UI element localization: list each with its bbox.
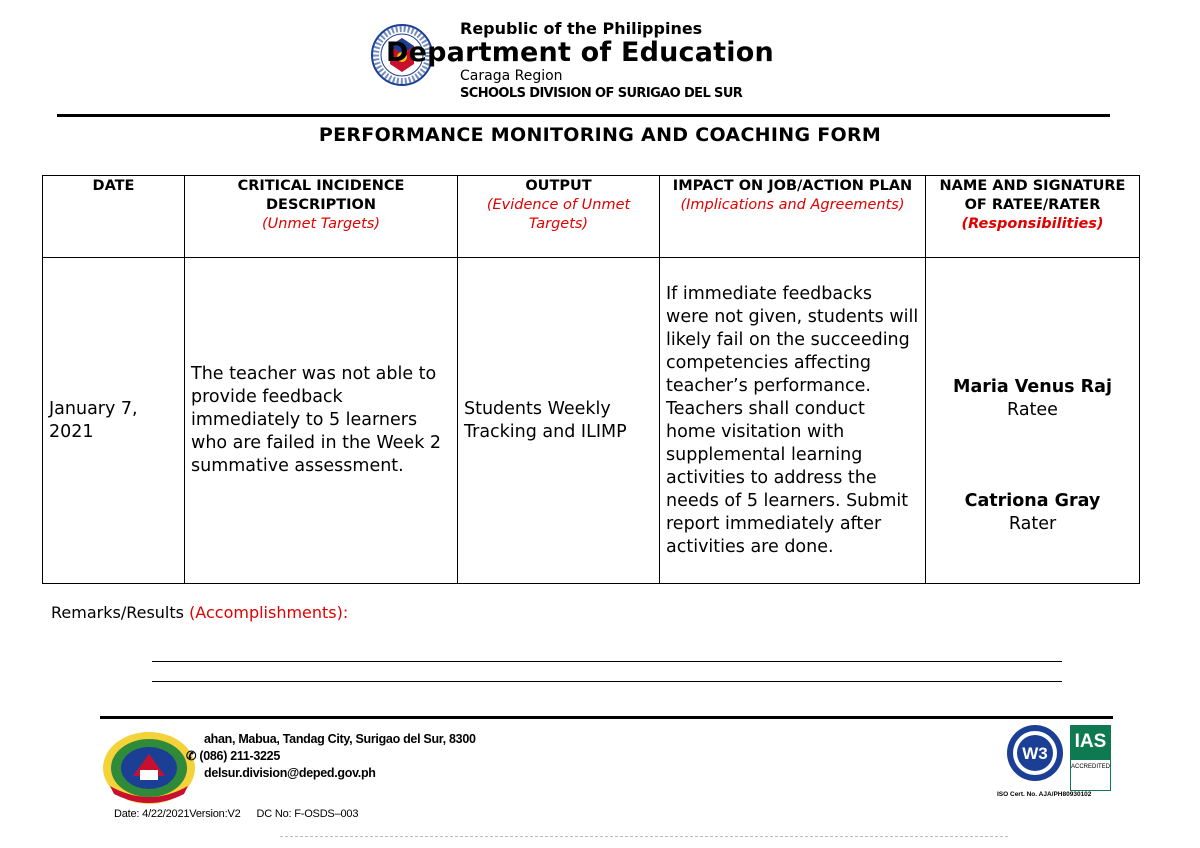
names-cell xyxy=(926,258,1140,584)
col-header-description-label: CRITICAL INCIDENCE DESCRIPTION xyxy=(237,178,405,213)
iso-cert-number: ISO Cert. No. AJA/PH80930102 xyxy=(997,791,1092,798)
remarks-label-accent: (Accomplishments): xyxy=(189,603,349,622)
col-header-date xyxy=(43,176,185,258)
region-label: Caraga Region xyxy=(460,68,563,84)
remarks-line xyxy=(152,681,1062,682)
department-heading: Department of Education xyxy=(386,37,774,68)
svg-text:W3: W3 xyxy=(1022,744,1048,763)
division-label: SCHOOLS DIVISION OF SURIGAO DEL SUR xyxy=(460,86,743,101)
ias-badge xyxy=(1070,725,1111,793)
doc-date-label: Date: xyxy=(114,808,143,820)
rater-role: Rater xyxy=(1008,513,1057,534)
ratee-role: Ratee xyxy=(1007,399,1058,420)
phone-icon: ✆ xyxy=(186,749,197,763)
col-header-impact-label: IMPACT ON JOB/ACTION PLAN xyxy=(672,178,913,194)
description-cell: The teacher was not able to provide feedback immediately to 5 learners who are failed in the Week 2 summative assessment. xyxy=(185,258,458,584)
date-cell: January 7, 2021 xyxy=(43,258,185,584)
footer-divider xyxy=(100,716,1113,719)
iso-certification-icon xyxy=(1006,724,1064,782)
division-logo-icon xyxy=(100,724,198,808)
form-title: PERFORMANCE MONITORING AND COACHING FORM xyxy=(318,124,882,146)
footer-email: delsur.division@deped.gov.ph xyxy=(204,766,376,780)
ratee-name: Maria Venus Raj xyxy=(953,376,1112,397)
impact-cell: If immediate feedbacks were not given, students will likely fail on the succeeding competencies affecting teacher’s performance. Teachers shall conduct home visitation with supplemental learning activities to address the needs of 5 learners. Submit report immediately after activities are done. xyxy=(660,258,926,584)
republic-heading: Republic of the Philippines xyxy=(460,19,703,38)
footer-phone: (086) 211-3225 xyxy=(199,749,280,763)
ias-accredited: ACCREDITED xyxy=(1070,759,1111,791)
remarks-label xyxy=(51,603,348,622)
doc-dc-no: DC No: F-OSDS–003 xyxy=(256,808,359,820)
col-header-date-label: DATE xyxy=(92,178,135,194)
footer-phone-row xyxy=(186,748,280,763)
doc-date: 4/22/2021 xyxy=(142,808,190,820)
col-header-names xyxy=(926,176,1140,258)
col-header-output xyxy=(458,176,660,258)
output-cell: Students Weekly Tracking and ILIMP xyxy=(458,258,660,584)
col-header-output-label: OUTPUT xyxy=(525,178,592,194)
col-header-names-label: NAME AND SIGNATURE OF RATEE/RATER xyxy=(939,178,1126,213)
footer-address: ahan, Mabua, Tandag City, Surigao del Sur, 8300 xyxy=(204,732,476,746)
coaching-table xyxy=(42,175,1140,584)
doc-version: Version:V2 xyxy=(189,808,241,820)
page-cut-line xyxy=(280,836,1008,838)
table-header-row xyxy=(43,176,1140,258)
col-header-output-sub: (Evidence of Unmet Targets) xyxy=(486,197,631,232)
header-divider xyxy=(57,114,1110,117)
table-row xyxy=(43,258,1140,584)
col-header-impact-sub: (Implications and Agreements) xyxy=(680,197,905,213)
remarks-line xyxy=(152,661,1062,662)
rater-name: Catriona Gray xyxy=(964,490,1101,511)
col-header-description-sub: (Unmet Targets) xyxy=(261,216,380,232)
col-header-names-sub: (Responsibilities) xyxy=(961,216,1104,232)
remarks-label-text: Remarks/Results xyxy=(51,603,190,622)
col-header-impact xyxy=(660,176,926,258)
col-header-description xyxy=(185,176,458,258)
ias-label: IAS xyxy=(1070,725,1111,759)
document-meta xyxy=(114,808,358,820)
